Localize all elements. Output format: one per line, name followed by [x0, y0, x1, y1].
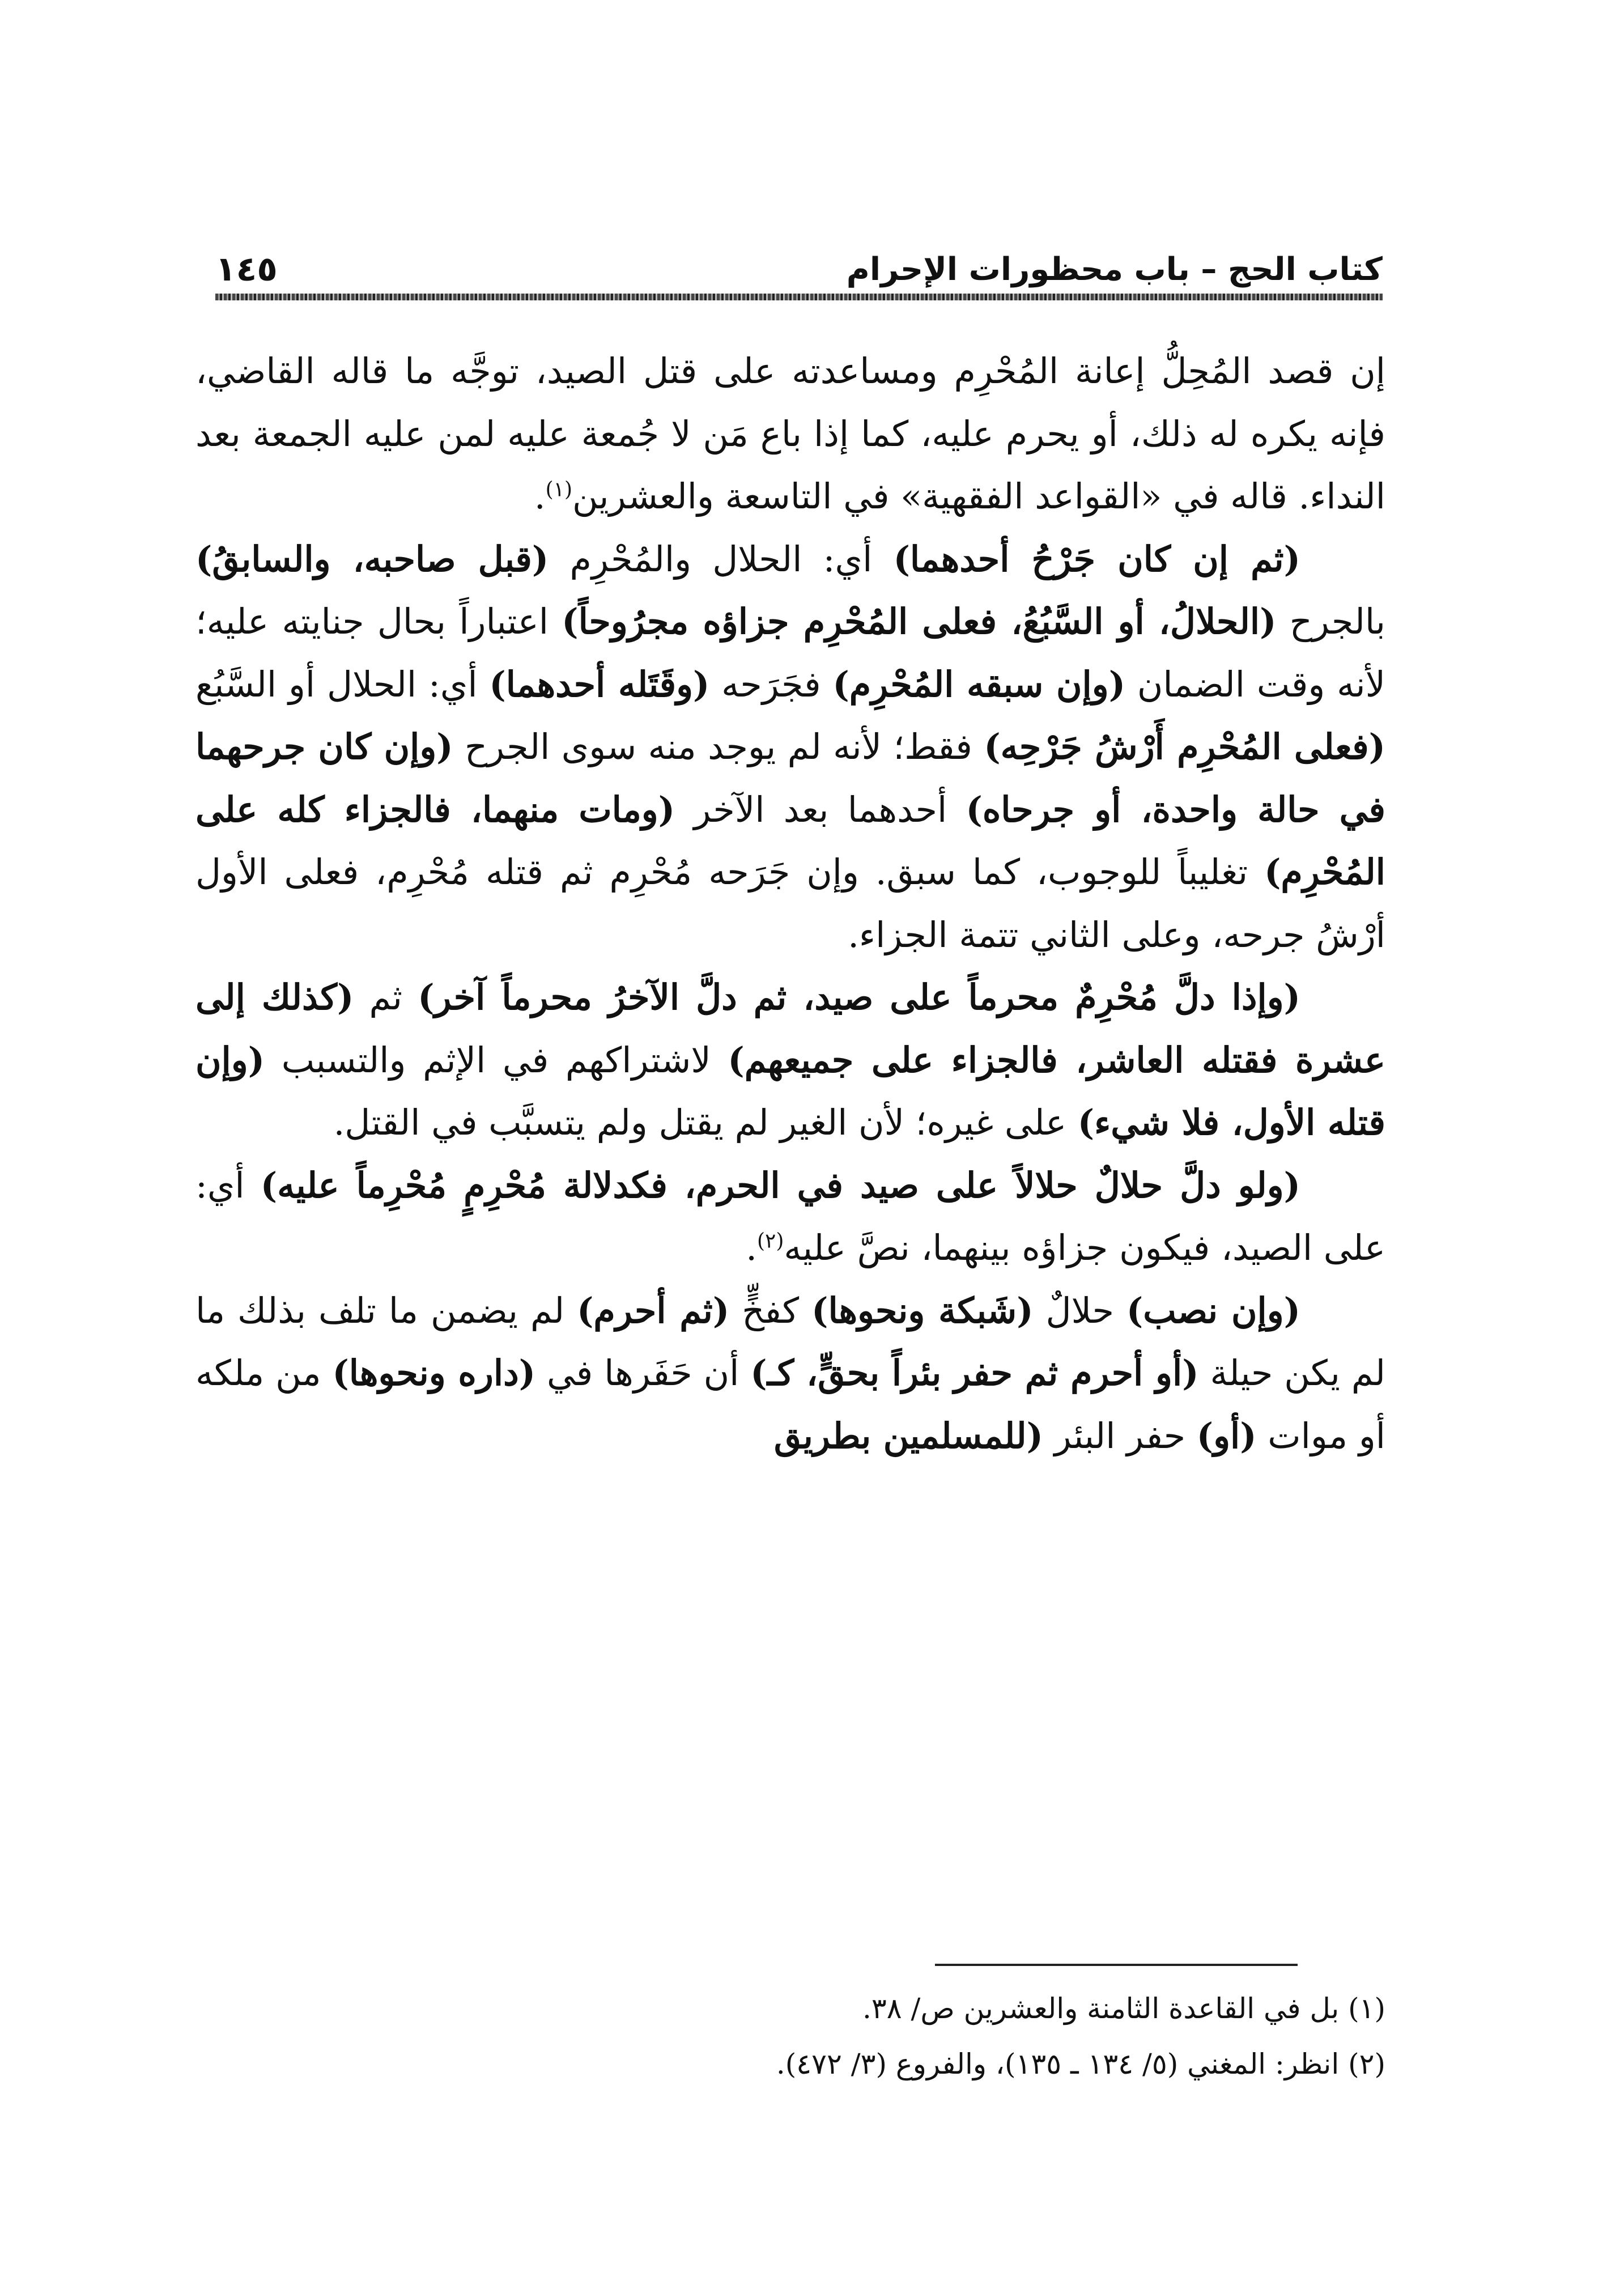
sharh-text: لاشتراكهم في الإثم والتسبب: [265, 1039, 728, 1081]
matn-text: (ومات منهما، فالجزاء كله على المُحْرِم): [195, 788, 1385, 893]
p1-text: إن قصد المُحِلُّ إعانة المُحْرِم ومساعدته على قتل الصيد، توجَّه ما قاله القاضي، فإنه يكره له ذلك، أو يحرم عليه، كما إذا باع مَن لا جُمعة عليه لمن عليه الجمعة بعد النداء. قاله في «القواعد الفقهية» في التاسعة والعشرين: [195, 350, 1385, 517]
paragraph-4: [195, 1154, 1385, 1280]
paragraph-1: [195, 340, 1385, 528]
sharh-text: تغليباً للوجوب، كما سبق. وإن جَرَحه مُحْرِم ثم قتله مُحْرِم، فعلى الأول أرْشُ جرحه، وعلى الثاني تتمة الجزاء.: [195, 851, 1385, 956]
footnote-2: (٢) انظر: المغني (٥/ ١٣٤ ـ ١٣٥)، والفروع (٣/ ٤٧٢).: [776, 2048, 1385, 2080]
sharh-text: أي: الحلال أو السَّبُع: [195, 663, 490, 705]
matn-text: (وإن سبقه المُحْرِم): [832, 663, 1126, 705]
matn-text: (وإن نصب): [1126, 1289, 1300, 1331]
sharh-text: حفر البئر: [1043, 1415, 1197, 1457]
matn-text: (الحلالُ، أو السَّبُعُ، فعلى المُحْرِم جزاؤه مجرُوحاً): [562, 601, 1277, 642]
matn-text: (وإن كان جرحهما في حالة واحدة، أو جرحاه): [195, 726, 1385, 830]
footnote-ref-1: (١): [545, 478, 573, 502]
matn-text: (أو): [1196, 1415, 1257, 1457]
sharh-text: أي: على الصيد، فيكون جزاؤه بينهما، نصَّ عليه: [195, 1164, 1385, 1268]
paragraph-2: [195, 528, 1385, 967]
running-header: [215, 235, 1383, 300]
footnotes: [195, 1981, 1385, 2092]
matn-text: (أو أحرم ثم حفر بئراً بحقٍّ، كـ): [750, 1352, 1199, 1394]
matn-text: (داره ونحوها): [332, 1352, 536, 1394]
matn-text: (ولو دلَّ حلالٌ حلالاً على صيد في الحرم، فكدلالة مُحْرِمٍ مُحْرِماً عليه): [260, 1164, 1300, 1206]
sharh-text: من ملكه أو موات: [195, 1352, 1385, 1457]
sharh-text: أن حَفَرها في: [535, 1352, 751, 1394]
matn-text: (ثم أحرم): [577, 1289, 730, 1331]
sharh-text: على غيره؛ لأن الغير لم يقتل ولم يتسبَّب في القتل.: [333, 1102, 1078, 1143]
footnote-ref-2: (٢): [756, 1229, 784, 1253]
matn-text: (وقَتَله أحدهما): [489, 663, 710, 705]
matn-text: (وإذا دلَّ مُحْرِمٌ محرماً على صيد، ثم دلَّ الآخرُ محرماً آخر): [418, 976, 1300, 1018]
matn-text: (شَبكة ونحوها): [811, 1289, 1034, 1331]
matn-text: (وإن قتله الأول، فلا شيء): [195, 1039, 1385, 1143]
sharh-text: فقط؛ لأنه لم يوجد منه سوى الجرح: [453, 726, 984, 767]
footnote-1: (١) بل في القاعدة الثامنة والعشرين ص/ ٣٨.: [862, 1992, 1385, 2025]
matn-text: (كذلك إلى عشرة فقتله العاشر، فالجزاء على جميعهم): [195, 976, 1385, 1081]
sharh-text: لم يضمن ما تلف بذلك ما لم يكن حيلة: [195, 1289, 1385, 1394]
matn-text: (قبل صاحبه، والسابقُ): [195, 538, 549, 580]
footnote-separator: [935, 1964, 1298, 1966]
sharh-text: حلالٌ: [1033, 1289, 1126, 1331]
running-title: كتاب الحج – باب محظورات الإحرام: [846, 251, 1383, 288]
matn-text: (فعلى المُحْرِم أَرْشُ جَرْحِه): [984, 726, 1385, 767]
sharh-text: اعتباراً بحال جنايته عليه؛ لأنه وقت الضمان: [195, 601, 1385, 705]
p4-end: .: [746, 1227, 757, 1268]
sharh-text: أحدهما بعد الآخر: [675, 788, 966, 830]
sharh-text: ثم: [354, 976, 418, 1018]
matn-text: (للمسلمين بطريق: [773, 1415, 1043, 1457]
paragraph-3: [195, 966, 1385, 1154]
page-number: ١٤٥: [215, 249, 278, 289]
body-text: [195, 340, 1385, 1467]
header-rule: [215, 294, 1383, 300]
sharh-text: أي: الحلال والمُحْرِم: [549, 538, 894, 580]
matn-text: (ثم إن كان جَرْحُ أحدهما): [893, 538, 1300, 580]
sharh-text: فجَرَحه: [709, 663, 833, 705]
p1-end: .: [534, 475, 546, 517]
paragraph-5: [195, 1280, 1385, 1468]
sharh-text: بالجرح: [1276, 601, 1385, 642]
sharh-text: كفخٍّ: [729, 1289, 812, 1331]
